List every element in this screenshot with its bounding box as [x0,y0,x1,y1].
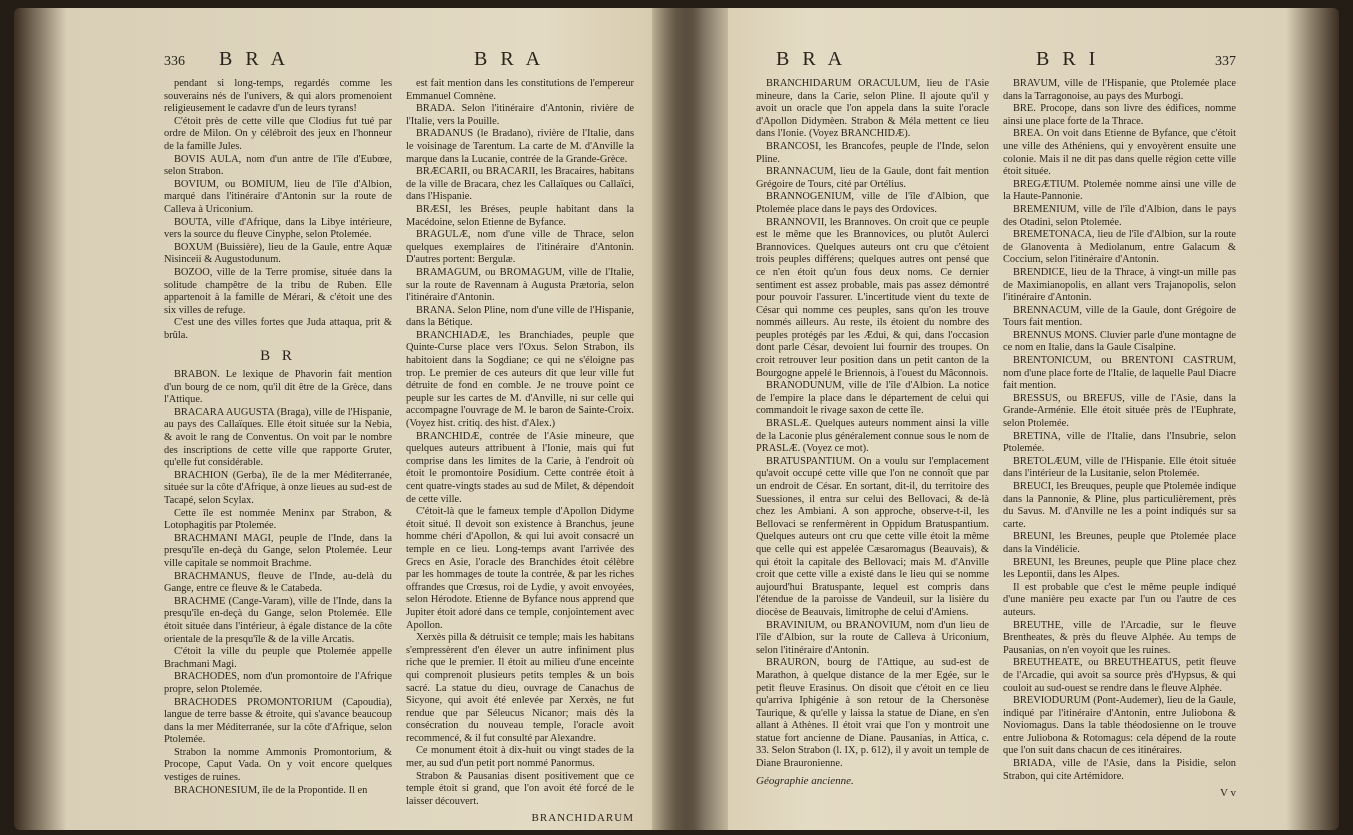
entry-paragraph: BRANCOSI, les Brancofes, peuple de l'Inde, selon Pline. [756,140,989,165]
entry-paragraph: BRAVINIUM, ou BRANOVIUM, nom d'un lieu de l'île d'Albion, sur la route de Calleva à Uriconium, selon l'itinéraire d'Antonin. [756,619,989,656]
entry-paragraph: BREUTHEATE, ou BREUTHEATUS, petit fleuve de l'Arcadie, qui avoit sa source près d'Hypsus, & qui couloit au sud-ouest se rendre dans le fleuve Alphée. [1003,657,1236,694]
entry-paragraph: BRAGULÆ, nom d'une ville de Thrace, selon quelques exemplaires de l'itinéraire d'Antonin. D'autres portent: Bergulæ. [406,229,634,266]
entry-paragraph: BREA. On voit dans Etienne de Byfance, que c'étoit une ville des Athéniens, qui y envoyèrent ensuite une colonie. Mais il ne dit pas dans quelle région cette ville étoit située. [1003,128,1236,178]
entry-paragraph: BRACHODES, nom d'un promontoire de l'Afrique propre, selon Ptolemée. [164,671,392,695]
entry-paragraph: BRADA. Selon l'itinéraire d'Antonin, rivière de l'Italie, vers la Pouille. [406,103,634,127]
entry-paragraph: BRE. Procope, dans son livre des édifices, nomme ainsi une place forte de la Thrace. [1003,103,1236,127]
right-page-number: 337 [1215,54,1236,69]
entry-paragraph: BRETOLÆUM, ville de l'Hispanie. Elle étoit située dans l'intérieur de la Lusitanie, selon Ptolemée. [1003,455,1236,480]
entry-paragraph: BREUNI, les Breunes, peuple que Pline place chez les Lepontii, dans les Alpes. [1003,556,1236,581]
entry-paragraph: Cette île est nommée Meninx par Strabon, & Lotophagitis par Ptolemée. [164,507,392,532]
entry-paragraph: BRABON. Le lexique de Phavorin fait mention d'un bourg de ce nom, qu'il dit être de la Grèce, dans l'Attique. [164,369,392,406]
entry-paragraph: Strabon la nomme Ammonis Promontorium, & Procope, Caput Vada. On y voit encore quelques vestiges de ruines. [164,746,392,784]
entry-paragraph: BRESSUS, ou BREFUS, ville de l'Asie, dans la Grande-Arménie. Elle étoit située près de l'Euphrate, selon Ptolemée. [1003,392,1236,430]
entry-paragraph: est fait mention dans les constitutions de l'empereur Emmanuel Comnène. [406,78,634,102]
left-column-1 [164,78,392,825]
entry-paragraph: C'est une des villes fortes que Juda attaqua, prit & brûla. [164,317,392,341]
entry-paragraph: BOVIUM, ou BOMIUM, lieu de l'île d'Albion, marqué dans l'itinéraire d'Antonin sur la route de Calleva à Uriconium. [164,178,392,215]
entry-paragraph: BREMETONACA, lieu de l'île d'Albion, sur la route de Glanoventa à Mediolanum, entre Galacum & Coccium, selon l'itinéraire d'Antonin. [1003,229,1236,266]
entry-paragraph: BRATUSPANTIUM. On a voulu sur l'emplacement qu'avoit occupé cette ville que l'on ne connoît que par un endroit de César. En sortant, dit-il, du territoire des Suessiones, il entra sur celui des Bellovaci, & de-là chez les Ambiani. A son approche, observe-t-il, les Bellovaci se renfermèrent in Oppidum Bratuspantium. Quelques auteurs ont cru que cette ville étoit la même que celle qui est appelée Cæsaromagus (Beauvais), & qui étoit la capitale des Bellovaci; mais M. d'Anville croit que cette ville a existé dans le lieu qui se nomme aujourd'hui Bratuspante, lequel est compris dans l'étendue de la paroisse de Vandeuil, sur la lisière du diocèse de Beauvais, limitrophe de celui d'Amiens. [756,455,989,618]
entry-paragraph: BRAMAGUM, ou BROMAGUM, ville de l'Italie, sur la route de Ravennam à Augusta Prætoria, selon l'itinéraire d'Antonin. [406,266,634,304]
entry-paragraph: Il est probable que c'est le même peuple indiqué d'une manière peu exacte par l'un ou l'autre de ces auteurs. [1003,581,1236,618]
entry-paragraph: BRANCHIADÆ, les Branchiades, peuple que Quinte-Curse place vers l'Oxus. Selon Strabon, ils habitoient dans la Sogdiane; ce qui ne s'éloigne pas trop. Le premier de ces auteurs dit que leur ville fut détruite de fond en comble. Je ne trouve point ce peuple sur les cartes de M. d'Anville, ni sur celle qui accompagne l'ouvrage de M. le baron de Sainte-Croix. (Voyez hist. critiq. des hist. d'Alex.) [406,329,634,430]
entry-paragraph: pendant si long-temps, regardés comme les souverains nés de l'univers, & qui alors promenoient religieusement le cadavre d'un de leurs tyrans! [164,78,392,115]
entry-paragraph: BRANNACUM, lieu de la Gaule, dont fait mention Grégoire de Tours, cité par Ortélius. [756,166,989,190]
entry-paragraph: BRANNOVII, les Brannoves. On croit que ce peuple est le même que les Brannovices, ou plutôt Aulerci Brannovices. Quelques auteurs ont cru que c'étoient trois peuples différens; quelques autres ont pensé que ce n'en étoit qu'un fous deux noms. Ce dernier sentiment est assez probable, mais pas assez démontré pour pouvoir l'assurer. L'incertitude vient du texte de César qui nomme ces peuples, sans qu'on les trouve nommés ailleurs. Au reste, ils étoient du nombre des peuples protégés par les Ædui, & qui, dans l'occasion dont parle César, devoient lui fournir des troupes. On croit retrouver leur position dans un petit canton de la Bourgogne appelé le Briennois, à l'ouest du Mâconnois. [756,216,989,379]
entry-paragraph: BRANCHIDARUM ORACULUM, lieu de l'Asie mineure, dans la Carie, selon Pline. Il ajoute qu'il y avoit un oracle que l'on appela dans la suite l'oracle d'Apollon Didymèen. Strabon & Méla mettent ce lieu dans l'Ionie. (Voyez BRANCHIDÆ). [756,78,989,140]
entry-paragraph: BREUNI, les Breunes, peuple que Ptolemée place dans la Vindélicie. [1003,531,1236,555]
entry-paragraph: Ce monument étoit à dix-huit ou vingt stades de la mer, au sud d'un petit port nommé Panormus. [406,745,634,770]
entry-paragraph: Xerxès pilla & détruisit ce temple; mais les habitans s'empressèrent d'en élever un autre infiniment plus riche que le premier. Il étoit au milieu d'une enceinte qui comprenoit plusieurs petits temples & un bois sacré. La statue du dieu, ouvrage de Canachus de Sicyone, qui avoit été enlevée par Xerxès, ne fut rendue que par Séleucus Nicanor; mais dès la consécration du nouveau temple, l'oracle avoit recommencé, & il fut consulté par Alexandre. [406,632,634,744]
entry-paragraph: BRADANUS (le Bradano), rivière de l'Italie, dans le voisinage de Tarentum. La carte de M. d'Anville la marque dans la Lucanie, contrée de la Grande-Grèce. [406,128,634,165]
left-page [164,48,634,825]
entry-paragraph: BREUCI, les Breuques, peuple que Ptolemée indique dans la Pannonie, & Pline, plus particulièrement, près du Savus. M. d'Anville ne les a point indiqués sur sa carte. [1003,481,1236,530]
left-page-header [164,48,634,78]
entry-paragraph: BOXUM (Buissière), lieu de la Gaule, entre Aquæ Nisinceii & Augustodunum. [164,241,392,266]
entry-paragraph: BRASLÆ. Quelques auteurs nomment ainsi la ville de la Laconie plus généralement connue sous le nom de PRASLÆ. (Voyez ce mot). [756,418,989,455]
right-page [756,48,1236,818]
entry-paragraph: BRANNOGENIUM, ville de l'île d'Albion, que Ptolemée place dans le pays des Ordovices. [756,191,989,215]
entry-paragraph: BRACARA AUGUSTA (Braga), ville de l'Hispanie, au pays des Callaïques. Elle étoit située sur la Nebia, & avoit le rang de Conventus. On voit par le nombre des inscriptions de cette ville que rapporte Gruter, qu'elle fut considérable. [164,406,392,469]
entry-paragraph: BRIADA, ville de l'Asie, dans la Pisidie, selon Strabon, qui cite Artémidore. [1003,758,1236,782]
right-column-2 [1003,78,1236,800]
open-book [14,8,1339,830]
left-column-2 [406,78,634,825]
left-running-head-left: B R A [219,48,290,70]
entry-paragraph: BRENDICE, lieu de la Thrace, à vingt-un mille pas de Maximianopolis, en allant vers Trajanopolis, selon l'itinéraire d'Antonin. [1003,266,1236,304]
entry-paragraph: BRAURON, bourg de l'Attique, au sud-est de Marathon, à quelque distance de la mer Egée, sur le petit fleuve Erasinus. On disoit que c'étoit en ce lieu qu'arriva Iphigénie à son retour de la Chersonèse Taurique, & qu'elle y laissa la statue de Diane, en s'en allant à Athènes. Il étoit vrai que l'on y montroit une statue fort ancienne de Diane. Pausanias, in Attica, c. 33. Selon Strabon (l. IX, p. 612), il y avoit un temple de Diane Brauronienne. [756,657,989,770]
right-page-header [756,48,1236,78]
entry-paragraph: BRETINA, ville de l'Italie, dans l'Insubrie, selon Ptolemée. [1003,430,1236,455]
catchword: BRANCHIDARUM [531,812,634,825]
entry-paragraph: BRACHMANUS, fleuve de l'Inde, au-delà du Gange, entre ce fleuve & le Catabeda. [164,570,392,595]
entry-paragraph: C'étoit près de cette ville que Clodius fut tué par ordre de Milon. On y célébroit des jeux en l'honneur de la famille Jules. [164,115,392,152]
entry-paragraph: BRACHODES PROMONTORIUM (Capoudia), langue de terre basse & étroite, qui s'avance beaucoup dans la mer Méditerranée, sur la côte d'Afrique, selon Ptolemée. [164,696,392,746]
right-column-1 [756,78,989,800]
right-running-head-left: B R A [776,48,847,70]
entry-paragraph: BOUTA, ville d'Afrique, dans la Libye intérieure, vers la source du fleuve Cinyphe, selon Ptolemée. [164,216,392,241]
entry-paragraph: BOVIS AULA, nom d'un antre de l'île d'Eubœe, selon Strabon. [164,153,392,178]
entry-paragraph: BOZOO, ville de la Terre promise, située dans la solitude champêtre de la tribu de Ruben. Elle appartenoit à la famille de Mérari, & c'étoit une des six villes de refuge. [164,266,392,316]
entry-paragraph: BRÆSI, les Bréses, peuple habitant dans la Macédoine, selon Etienne de Byfance. [406,203,634,228]
entry-paragraph: BRENTONICUM, ou BRENTONI CASTRUM, nom d'une place forte de l'Italie, de laquelle Paul Diacre fait mention. [1003,355,1236,392]
signature-note: Géographie ancienne. [756,774,854,787]
entry-paragraph: BREMENIUM, ville de l'île d'Albion, dans le pays des Otadini, selon Ptolemée. [1003,203,1236,228]
entry-paragraph: BRENNUS MONS. Cluvier parle d'une montagne de ce nom en Italie, dans la Gaule Cisalpine. [1003,329,1236,354]
book-gutter [652,8,728,830]
entry-paragraph: BRANA. Selon Pline, nom d'une ville de l'Hispanie, dans la Bétique. [406,304,634,329]
entry-paragraph: BRACHME (Cange-Varam), ville de l'Inde, dans la presqu'île en-deçà du Gange, selon Ptolemée. Elle étoit située dans l'intérieur, à égale distance de la côte orientale de la presqu'île & de la ville Arcatis. [164,595,392,645]
entry-paragraph: BRAVUM, ville de l'Hispanie, que Ptolemée place dans la Tarragonoise, au pays des Murbogi. [1003,78,1236,102]
entry-paragraph: BRANCHIDÆ, contrée de l'Asie mineure, que quelques auteurs attribuent à l'Ionie, mais qui fut comprise dans les limites de la Carie, à l'endroit où étoit le promontoire Posidium. Cette contrée étoit à cent quatre-vingts stades au sud de Milet, & dépendoit de cette ville. [406,430,634,505]
entry-paragraph: BRENNACUM, ville de la Gaule, dont Grégoire de Tours fait mention. [1003,304,1236,329]
entry-paragraph: C'étoit la ville du peuple que Ptolemée appelle Brachmani Magi. [164,646,392,670]
left-page-number: 336 [164,54,185,69]
entry-paragraph: BREUTHE, ville de l'Arcadie, sur le fleuve Brentheates, & près du fleuve Alphée. Au temps de Pausanias, on n'en voyoit que les ruines. [1003,619,1236,656]
entry-paragraph: BREGÆTIUM. Ptolemée nomme ainsi une ville de la Haute-Pannonie. [1003,178,1236,203]
signature-mark: V v [1220,787,1236,800]
section-title: B R [260,348,296,365]
entry-paragraph: BRACHION (Gerba), île de la mer Méditerranée, située sur la côte d'Afrique, à onze lieues au sud-est de Tacapé, selon Scylax. [164,469,392,506]
entry-paragraph: BRÆCARII, ou BRACARII, les Bracaires, habitans de la ville de Bracara, chez les Callaïques ou Callaïci, dans l'Hispanie. [406,166,634,203]
entry-paragraph: BRANODUNUM, ville de l'île d'Albion. La notice de l'empire la place dans le département de celui qui commandoit le rivage saxon de cette île. [756,380,989,417]
right-running-head-right: B R I [1036,48,1100,70]
entry-paragraph: BREVIODURUM (Pont-Audemer), lieu de la Gaule, indiqué par l'itinéraire d'Antonin, entre Juliobona & Noviomagus. Dans la table théodosienne on le trouve entre Juliobona & Rotomagus: cela dépend de la route que l'on suit dans chacun de ces itinéraires. [1003,695,1236,757]
entry-paragraph: Strabon & Pausanias disent positivement que ce temple étoit si grand, que l'on avoit été forcé de le laisser découvert. [406,770,634,807]
entry-paragraph: BRACHMANI MAGI, peuple de l'Inde, dans la presqu'île en-deçà du Gange, selon Ptolemée. Leur ville capitale se nommoit Brachme. [164,532,392,569]
entry-paragraph: C'étoit-là que le fameux temple d'Apollon Didyme étoit situé. Il devoit son existence à Branchus, jeune homme chéri d'Apollon, & qui lui avoit consacré un temple en ce lieu. Long-temps avant l'arrivée des Grecs en Asie, l'oracle des Branchides étoit célèbre par les hommages de toute la contrée, & par les riches offrandes que Crœsus, roi de Lydie, y avoit envoyées, selon Hérodote. Etienne de Byfance nous apprend que Jupiter étoit adoré dans ce temple, conjointement avec Apollon. [406,506,634,631]
left-running-head-right: B R A [474,48,545,70]
entry-paragraph: BRACHONESIUM, île de la Propontide. Il en [174,784,368,796]
